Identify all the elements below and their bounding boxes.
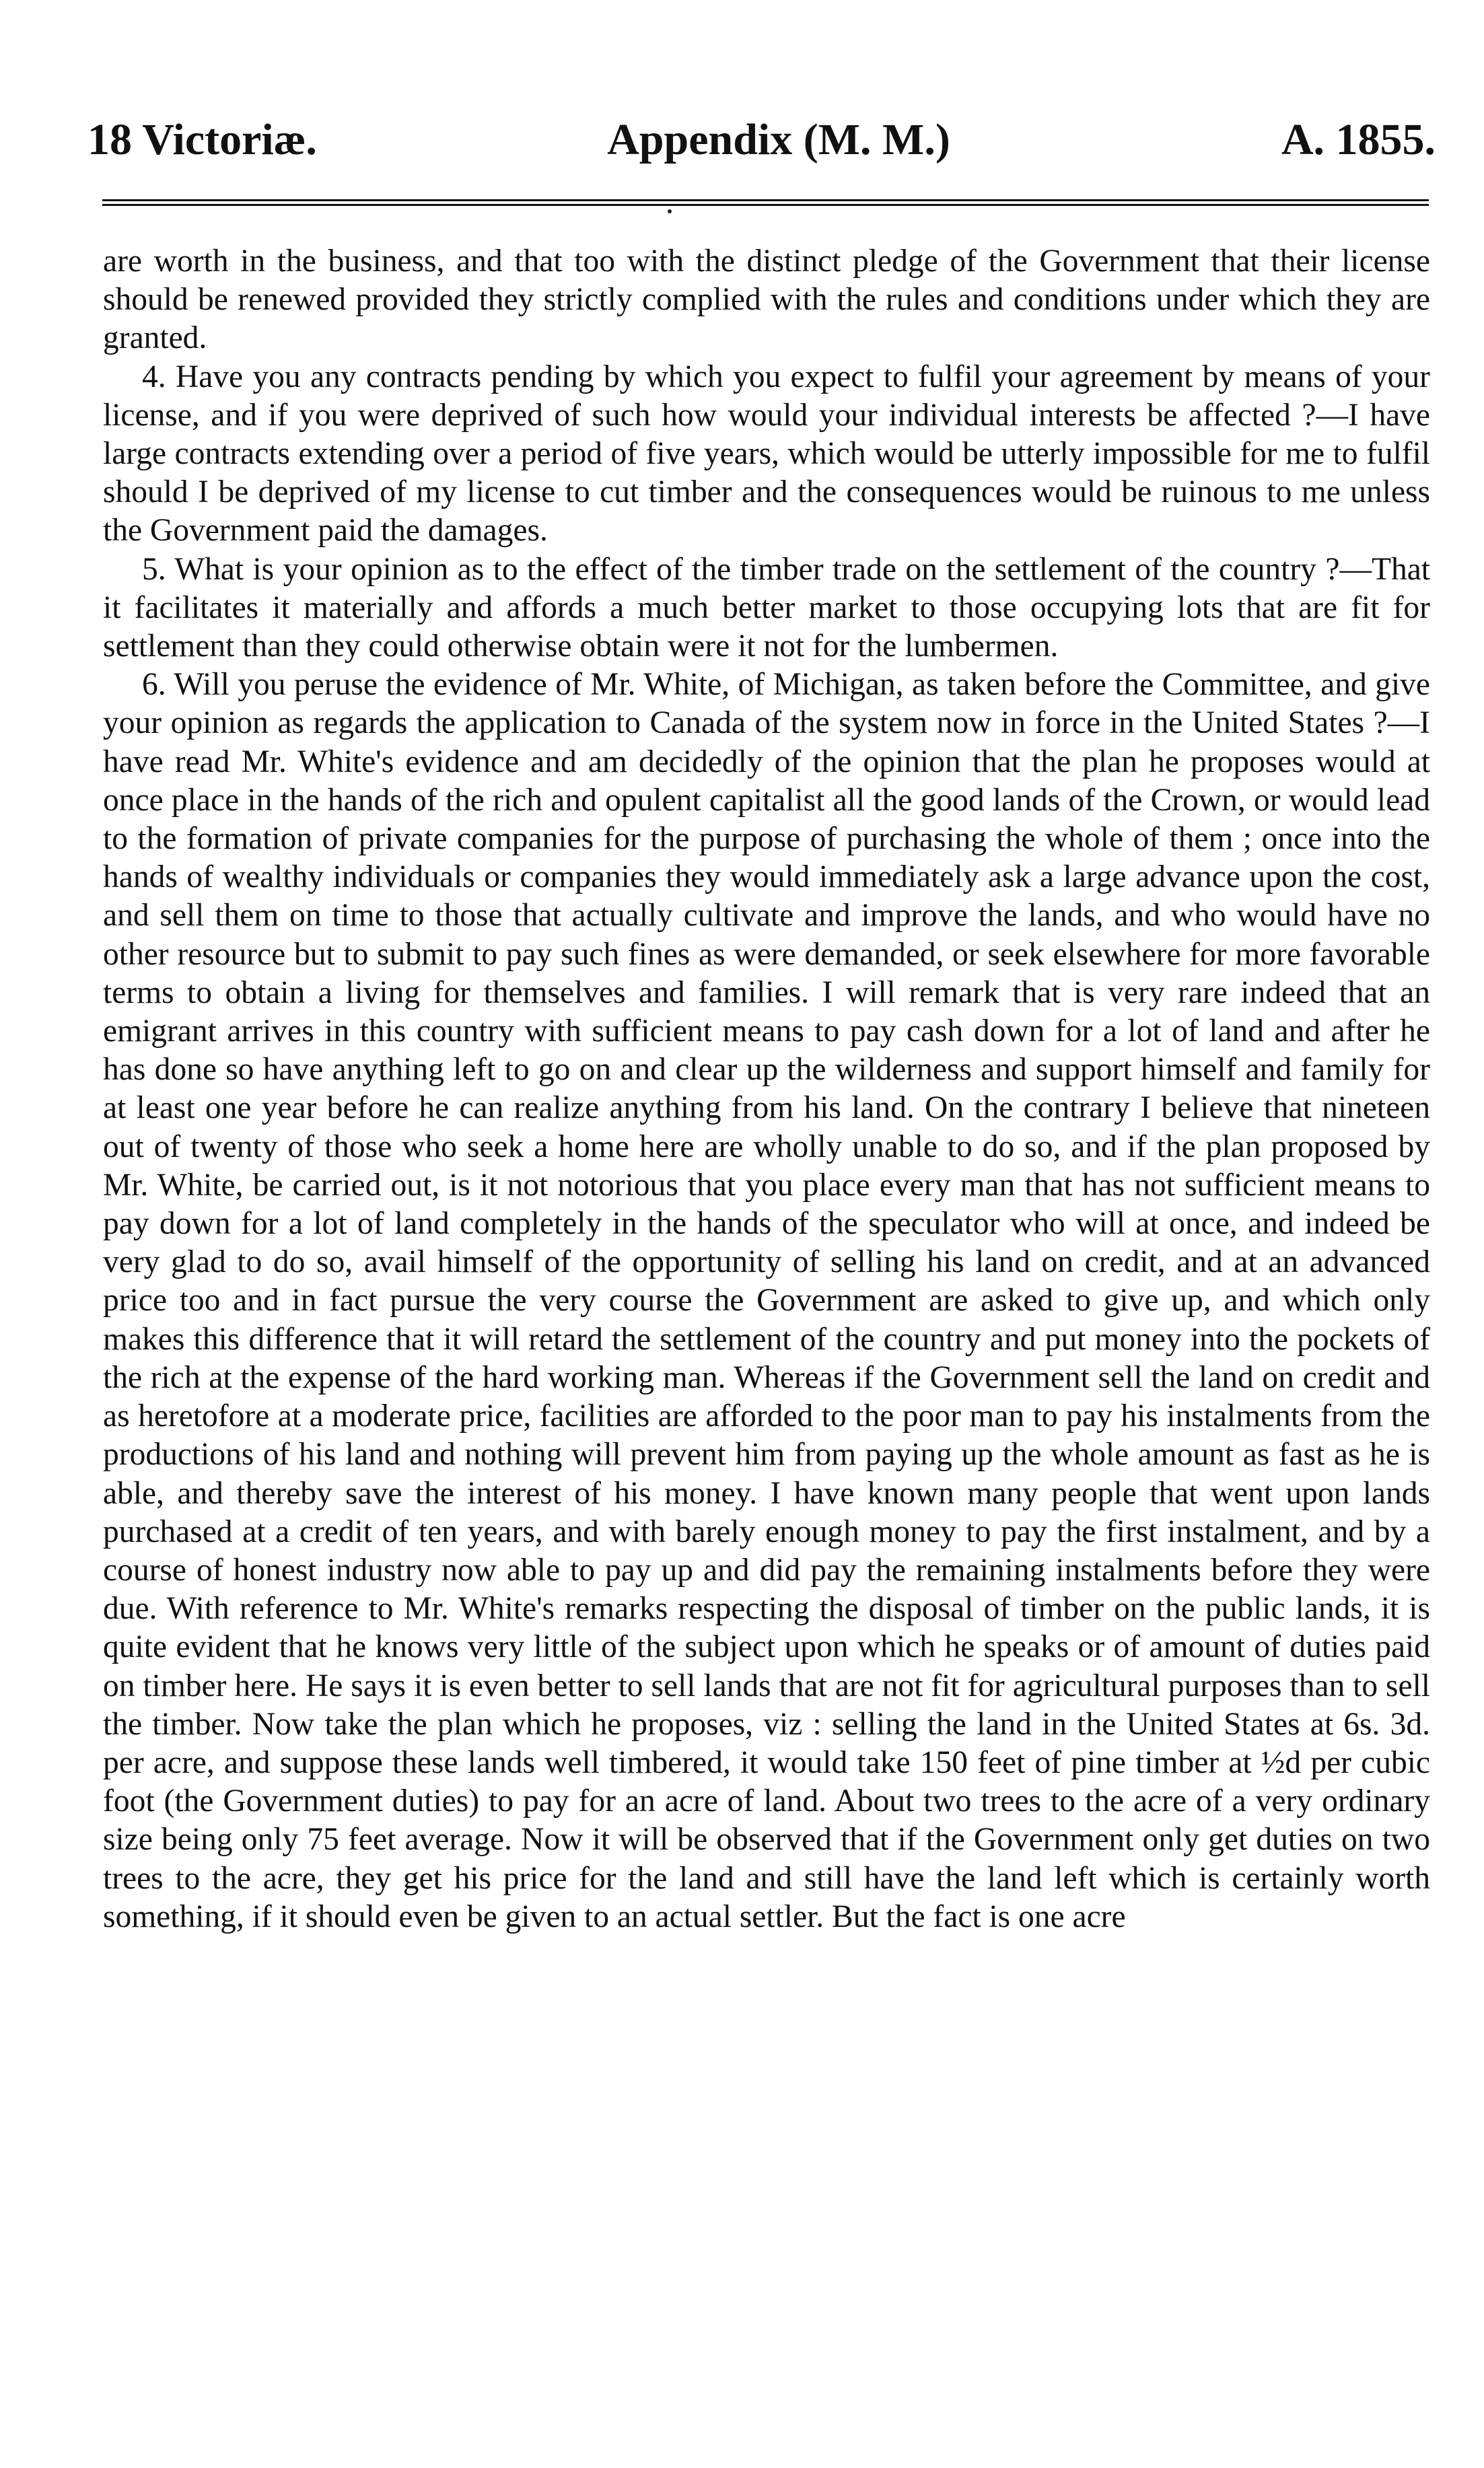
paragraph-continuation: are worth in the business, and that too with the distinct pledge of the Government that their license should be renewed provided they strictly complied with the rules and conditions under which they are granted. xyxy=(103,244,1430,356)
paragraph-question-4: 4. Have you any contracts pending by which you expect to fulfil your agreement by means of your license, and if you were deprived of such how would your individual interests be affected ?—I have large contracts extending over a period of five years, which would be utterly impossible for me to fulfil should I be deprived of my license to cut timber and the consequences would be ruinous to me unless the Government paid the damages. xyxy=(103,359,1430,549)
header-double-rule xyxy=(102,199,1429,206)
page-header xyxy=(87,113,1436,167)
rule-ornament-dot xyxy=(668,209,672,213)
header-appendix-title: Appendix (M. M.) xyxy=(607,115,950,164)
header-year: A. 1855. xyxy=(1281,115,1436,164)
header-session: 18 Victoriæ. xyxy=(87,115,317,164)
body-text xyxy=(103,242,1430,1936)
paragraph-question-6: 6. Will you peruse the evidence of Mr. White, of Michigan, as taken before the Committee, and give your opinion as regards the application to Canada of the system now in force in the United States ?—I have read Mr. White's evidence and am decidedly of the opinion that the plan he proposes would at once place in the hands of the rich and opulent capitalist all the good lands of the Crown, or would lead to the formation of private companies for the purpose of purchasing the whole of them ; once into the hands of wealthy individuals or companies they would immediately ask a large advance upon the cost, and sell them on time to those that actually cultivate and improve the lands, and who would have no other resource but to submit to pay such fines as were demanded, or seek elsewhere for more favorable terms to obtain a living for themselves and families. I will remark that is very rare indeed that an emigrant arrives in this country with sufficient means to pay cash down for a lot of land and after he has done so have anything left to go on and clear up the wilderness and support himself and family for at least one year before he can realize anything from his land. On the contrary I believe that nineteen out of twenty of those who seek a home here are wholly unable to do so, and if the plan proposed by Mr. White, be carried out, is it not notorious that you place every man that has not sufficient means to pay down for a lot of land completely in the hands of the speculator who will at once, and indeed be very glad to do so, avail himself of the opportunity of selling his land on credit, and at an advanced price too and in fact pursue the very course the Government are asked to give up, and which only makes this difference that it will retard the settlement of the country and put money into the pockets of the rich at the expense of the hard working man. Whereas if the Government sell the land on credit and as heretofore at a moderate price, facilities are afforded to the poor man to pay his instalments from the productions of his land and nothing will prevent him from paying up the whole amount as fast as he is able, and thereby save the interest of his money. I have known many people that went upon lands purchased at a credit of ten years, and with barely enough money to pay the first instalment, and by a course of honest industry now able to pay up and did pay the remaining instalments before they were due. With reference to Mr. White's remarks respecting the disposal of timber on the public lands, it is quite evident that he knows very little of the subject upon which he speaks or of amount of duties paid on timber here. He says it is even better to sell lands that are not fit for agricultural purposes than to sell the timber. Now take the plan which he proposes, viz : selling the land in the United States at 6s. 3d. per acre, and suppose these lands well timbered, it would take 150 feet of pine timber at ½d per cubic foot (the Government duties) to pay for an acre of land. About two trees to the acre of a very ordinary size being only 75 feet average. Now it will be observed that if the Government only get duties on two trees to the acre, they get his price for the land and still have the land left which is certainly worth something, if it should even be given to an actual settler. But the fact is one acre xyxy=(103,667,1430,1934)
paragraph-question-5: 5. What is your opinion as to the effect of the timber trade on the settlement of the country ?—That it facilitates it materially and affords a much better market to those occupying lots that are fit for settlement than they could otherwise obtain were it not for the lumbermen. xyxy=(103,551,1430,664)
